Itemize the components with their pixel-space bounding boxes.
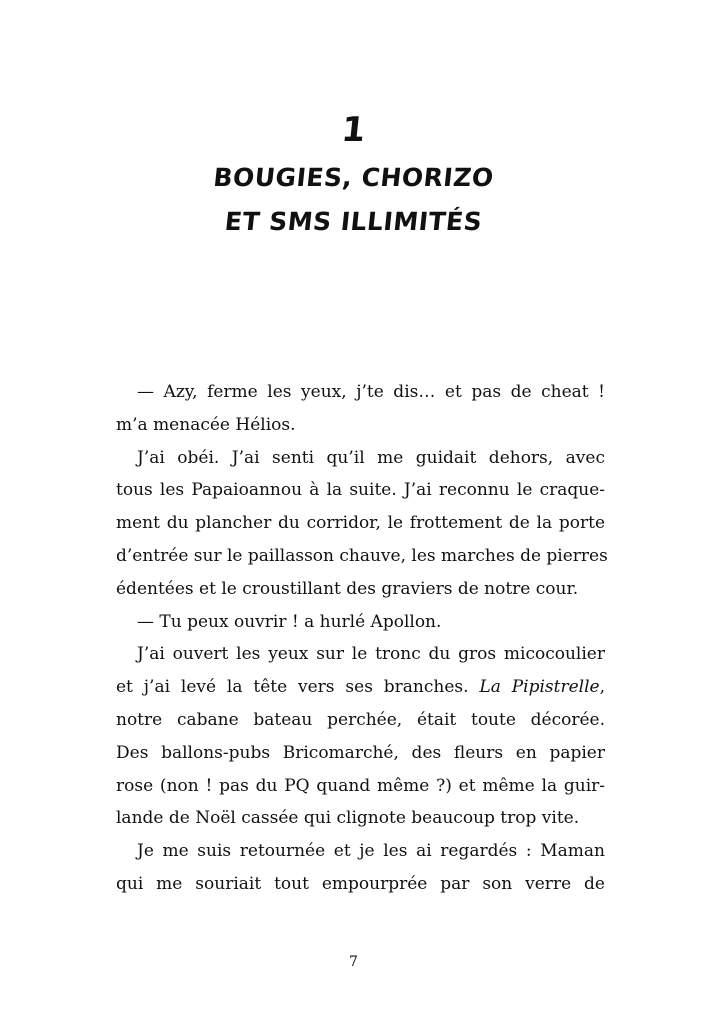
- chapter-title-line-1: BOUGIES, CHORIZO: [211, 163, 496, 192]
- text-segment: et j’ai levé la tête vers ses branches.: [116, 677, 480, 698]
- text-line: édentées et le croustillant des graviers de notre cour.: [116, 578, 579, 599]
- text-line: rose (non ! pas du PQ quand même ?) et même la guir-: [116, 775, 605, 796]
- text-line: ment du plancher du corridor, le frottement de la porte: [116, 513, 605, 534]
- text-line: Je me suis retournée et je les ai regardés : Maman: [137, 841, 605, 862]
- page-number: 7: [349, 954, 358, 970]
- text-line: J’ai ouvert les yeux sur le tronc du gros micocoulier: [137, 644, 605, 665]
- text-line: lande de Noël cassée qui clignote beaucoup trop vite.: [116, 808, 580, 829]
- text-line: — Azy, ferme les yeux, j’te dis… et pas de cheat !: [137, 382, 605, 402]
- chapter-title-line-2: ET SMS ILLIMITÉS: [223, 207, 484, 236]
- text-line: — Tu peux ouvrir ! a hurlé Apollon.: [137, 611, 442, 632]
- chapter-header: [0, 108, 707, 244]
- text-line: Des ballons-pubs Bricomarché, des fleurs en papier: [116, 742, 605, 763]
- text-line: qui me souriait tout empourprée par son verre de: [116, 873, 605, 894]
- text-line: d’entrée sur le paillasson chauve, les marches de pierres: [116, 545, 608, 566]
- text-line: J’ai obéi. J’ai senti qu’il me guidait dehors, avec: [137, 447, 605, 468]
- chapter-number: 1: [339, 110, 368, 150]
- chapter-title: [0, 156, 707, 244]
- text-line-with-italic: [116, 671, 605, 704]
- text-segment: ,: [599, 677, 605, 698]
- text-line: tous les Papaioannou à la suite. J’ai reconnu le craque-: [116, 480, 605, 501]
- text-line: m’a menacée Hélios.: [116, 414, 296, 435]
- body-text: [116, 376, 608, 901]
- italic-title: La Pipistrelle: [479, 677, 600, 698]
- text-line: notre cabane bateau perchée, était toute décorée.: [116, 709, 605, 730]
